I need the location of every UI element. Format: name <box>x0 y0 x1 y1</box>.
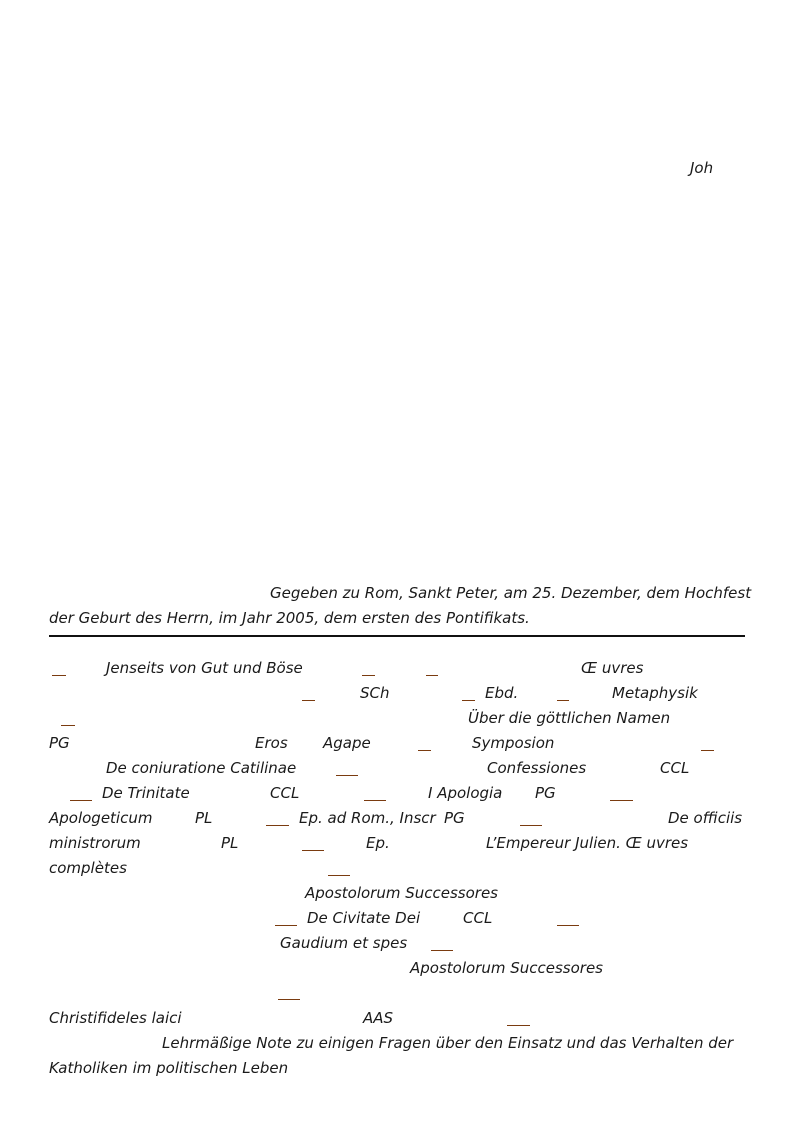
footnote-text: CCL <box>270 784 300 802</box>
footnote-text: Jenseits von Gut und Böse <box>106 659 303 677</box>
footnote-text: I Apologia <box>428 784 503 802</box>
closing-line-1: Gegeben zu Rom, Sankt Peter, am 25. Dezember, dem Hochfest <box>270 584 752 602</box>
footnote-text: Symposion <box>472 734 555 752</box>
footnote-text: Katholiken im politischen Leben <box>49 1059 289 1077</box>
footnote-link-marker[interactable] <box>557 700 569 701</box>
footnote-text: Apologeticum <box>49 809 153 827</box>
footnote-text: ministrorum <box>49 834 141 852</box>
footnote-text: PL <box>195 809 213 827</box>
footnote-text: Christifideles laici <box>49 1009 182 1027</box>
footnote-link-marker[interactable] <box>610 800 633 801</box>
signature-fragment: Joh <box>690 159 714 177</box>
footnote-text: CCL <box>463 909 493 927</box>
footnote-text: Confessiones <box>487 759 587 777</box>
footnote-link-marker[interactable] <box>418 750 431 751</box>
footnote-link-marker[interactable] <box>431 950 453 951</box>
footnote-link-marker[interactable] <box>52 675 66 676</box>
footnote-link-marker[interactable] <box>302 850 324 851</box>
footnote-text: complètes <box>49 859 127 877</box>
footnote-text: SCh <box>360 684 390 702</box>
footnote-link-marker[interactable] <box>462 700 475 701</box>
footnote-text: Gaudium et spes <box>280 934 408 952</box>
footnote-text: De officiis <box>668 809 743 827</box>
footnote-link-marker[interactable] <box>328 875 350 876</box>
footnote-text: PG <box>444 809 465 827</box>
footnote-link-marker[interactable] <box>61 725 75 726</box>
footnote-text: Apostolorum Successores <box>410 959 604 977</box>
footnote-link-marker[interactable] <box>336 775 358 776</box>
footnote-text: De coniuratione Catilinae <box>106 759 297 777</box>
footnote-link-marker[interactable] <box>266 825 289 826</box>
footnote-text: Metaphysik <box>612 684 698 702</box>
footnote-text: Ep. ad Rom., Inscr <box>299 809 436 827</box>
footnote-text: PL <box>221 834 239 852</box>
footnote-link-marker[interactable] <box>426 675 438 676</box>
footnote-link-marker[interactable] <box>701 750 714 751</box>
footnote-text: Ep. <box>366 834 390 852</box>
footnote-text: Agape <box>323 734 371 752</box>
footnote-text: Ebd. <box>485 684 519 702</box>
footnote-text: Lehrmäßige Note zu einigen Fragen über den Einsatz und das Verhalten der <box>162 1034 734 1052</box>
footnote-link-marker[interactable] <box>275 925 297 926</box>
footnote-text: PG <box>49 734 70 752</box>
footnote-link-marker[interactable] <box>557 925 579 926</box>
footnote-link-marker[interactable] <box>362 675 375 676</box>
footnote-text: De Civitate Dei <box>307 909 421 927</box>
footnote-text: De Trinitate <box>102 784 190 802</box>
footnote-text: AAS <box>363 1009 394 1027</box>
footnote-link-marker[interactable] <box>302 700 315 701</box>
footnote-link-marker[interactable] <box>520 825 542 826</box>
footnote-text: Über die göttlichen Namen <box>468 709 671 727</box>
footnote-text: Apostolorum Successores <box>305 884 499 902</box>
footnote-text: CCL <box>660 759 690 777</box>
footnote-text: PG <box>535 784 556 802</box>
footnote-text: Œ uvres <box>581 659 644 677</box>
footnote-text: Eros <box>255 734 288 752</box>
footnote-link-marker[interactable] <box>70 800 92 801</box>
closing-line-2: der Geburt des Herrn, im Jahr 2005, dem ersten des Pontifikats. <box>49 609 530 627</box>
footnote-separator <box>49 635 745 637</box>
footnote-link-marker[interactable] <box>507 1025 530 1026</box>
footnote-text: L’Empereur Julien. Œ uvres <box>486 834 689 852</box>
footnote-link-marker[interactable] <box>278 999 300 1000</box>
footnote-link-marker[interactable] <box>364 800 386 801</box>
